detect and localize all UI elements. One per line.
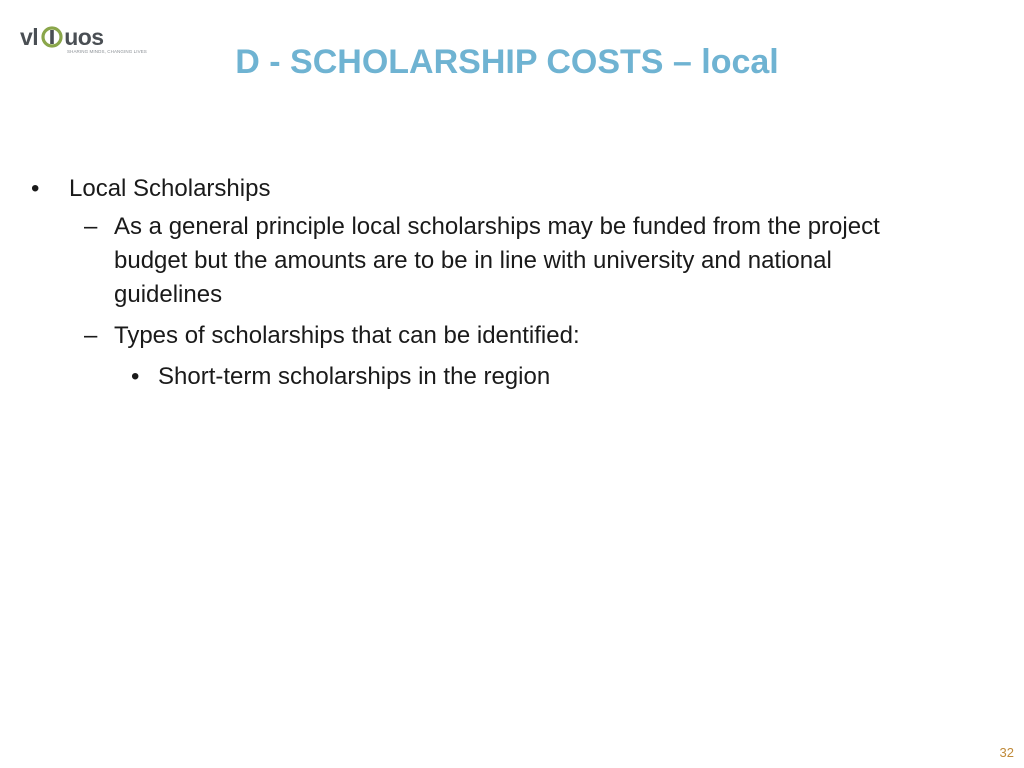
bullet-dot: • — [31, 175, 40, 202]
bullet-dash: – — [84, 213, 98, 240]
slide-title: D - SCHOLARSHIP COSTS – local — [235, 43, 779, 81]
logo-wordmark: vl uos — [20, 24, 104, 50]
subbullet-text: As a general principle local scholarships may be funded from the project budget but the amounts are to be in line with university and national guidelines — [114, 213, 880, 308]
subsubbullet-short-term — [0, 360, 1000, 394]
slide-body — [0, 172, 1000, 394]
subbullet-general-principle — [0, 210, 1000, 312]
subsubbullet-text: Short-term scholarships in the region — [158, 363, 551, 390]
bullet-dot: • — [131, 363, 140, 390]
bullet-dash: – — [84, 322, 98, 349]
bullet-local-scholarships — [0, 172, 1000, 206]
logo-tagline: SHARING MINDS, CHANGING LIVES — [67, 49, 147, 54]
bullet-text: Local Scholarships — [69, 175, 271, 202]
subbullet-types — [0, 319, 1000, 353]
subbullet-text: Types of scholarships that can be identified: — [114, 322, 580, 349]
page-number: 32 — [999, 745, 1014, 760]
